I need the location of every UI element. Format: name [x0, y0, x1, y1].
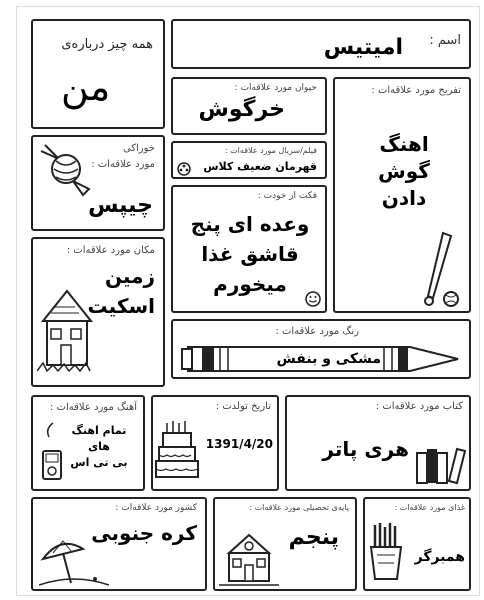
song-label: آهنگ مورد علاقه‌ات :: [50, 402, 137, 413]
birthday-label: تاریخ تولدت :: [215, 401, 271, 412]
book-value: هری پاتر: [322, 437, 409, 461]
book-label: کتاب مورد علاقه‌ات :: [375, 401, 463, 412]
hobby-label: تفریح مورد علاقه‌ات :: [371, 85, 461, 96]
house-icon: [37, 287, 97, 377]
pet-label: حیوان مورد علاقه‌ات :: [234, 83, 317, 93]
grade-value: پنجم: [288, 525, 339, 550]
country-value: کره جنوبی: [91, 521, 197, 545]
fact-line-2: قاشق غذا: [201, 242, 299, 266]
title-line2: من: [61, 65, 111, 109]
place-box: [31, 237, 165, 387]
film-reel-icon: [177, 162, 191, 176]
color-box: [171, 319, 471, 379]
birthday-value: 1391/4/20: [205, 437, 273, 451]
song-line-1: تمام اهنگ های: [71, 424, 127, 453]
food-value: همبرگر: [414, 549, 465, 565]
name-box: [171, 19, 471, 69]
pet-box: [171, 77, 327, 135]
school-icon: [219, 529, 279, 587]
fries-icon: [369, 521, 403, 583]
hobby-lines: [345, 131, 463, 212]
snack-box: [31, 135, 165, 231]
worksheet: [16, 6, 480, 596]
pet-value: خرگوش: [198, 97, 285, 122]
food-label: غذای مورد علاقه‌ات :: [394, 503, 465, 512]
fact-label: فکت از خودت :: [257, 191, 317, 201]
title-box: [31, 19, 165, 129]
hobby-box: [333, 77, 471, 313]
snack-value: چیپس: [88, 193, 153, 218]
candy-icon: [37, 139, 95, 199]
country-label: کشور مورد علاقه‌ات :: [115, 503, 197, 513]
movie-value: قهرمان ضعیف کلاس: [203, 160, 317, 173]
books-icon: [415, 441, 467, 485]
song-box: [31, 395, 145, 491]
baseball-bat-icon: [415, 229, 465, 311]
song-line-2: بی تی اس: [70, 456, 128, 469]
name-label: اسم :: [429, 33, 461, 48]
smiley-icon: [305, 291, 321, 307]
title-line1: همه چیز درباره‌ی: [61, 37, 153, 52]
fact-lines: [177, 209, 323, 299]
fact-line-3: میخورم: [213, 272, 287, 296]
beach-umbrella-icon: [39, 537, 109, 589]
place-line-1: زمین: [104, 264, 155, 288]
color-label: رنگ مورد علاقه‌ات :: [275, 326, 359, 337]
food-box: [363, 497, 471, 591]
song-lines: [61, 423, 137, 471]
place-label: مکان مورد علاقه‌ات :: [66, 245, 155, 256]
hobby-line-1: اهنگ: [379, 132, 429, 156]
country-box: [31, 497, 207, 591]
book-box: [285, 395, 471, 491]
fact-line-1: وعده ای پنج: [190, 212, 310, 236]
movie-label: فیلم/سریال مورد علاقه‌ات :: [224, 146, 317, 155]
hobby-line-2: گوش: [378, 159, 430, 183]
grade-box: [213, 497, 357, 591]
birthday-box: [151, 395, 279, 491]
snack-label-1: خوراکی: [122, 143, 155, 154]
name-value: امیتیس: [323, 35, 403, 60]
snack-label-2: مورد علاقه‌ات :: [91, 159, 155, 170]
music-player-icon: [39, 421, 67, 483]
birthday-cake-icon: [155, 417, 199, 485]
movie-box: [171, 141, 327, 179]
place-line-2: اسکیت: [87, 294, 155, 318]
grade-label: پایه‌ی تحصیلی مورد علاقه‌ات :: [249, 503, 349, 512]
hobby-line-3: دادن: [381, 186, 427, 210]
color-value: مشکی و بنفش: [276, 351, 381, 367]
fact-box: [171, 185, 327, 313]
